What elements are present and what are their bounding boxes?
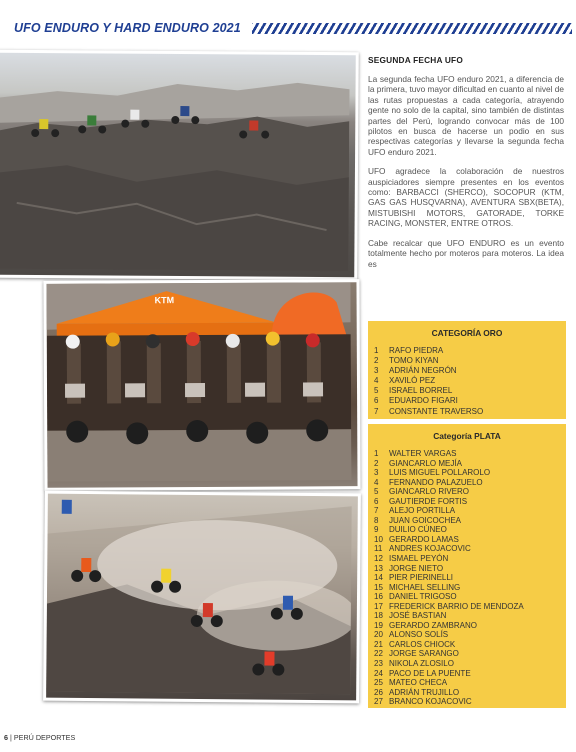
- ranking-list-item: [374, 356, 566, 366]
- ranking-position: 6: [374, 496, 379, 506]
- photo-riders-on-ridge: [0, 50, 359, 281]
- ranking-list-item: [374, 506, 566, 516]
- rider-name: ISMAEL PEYÓN: [389, 554, 449, 564]
- ranking-position: 12: [374, 554, 383, 564]
- ranking-position: 23: [374, 659, 383, 669]
- ranking-position: 9: [374, 525, 379, 535]
- ranking-position: 1: [374, 346, 379, 355]
- rider-name: FREDERICK BARRIO DE MENDOZA: [389, 601, 524, 611]
- ranking-position: 16: [374, 592, 383, 602]
- ranking-list-item: [374, 573, 566, 583]
- rider-name: LUIS MIGUEL POLLAROLO: [389, 468, 491, 478]
- ranking-position: 3: [374, 366, 379, 376]
- ranking-position: 5: [374, 386, 379, 396]
- rider-name: CARLOS CHIOCK: [389, 639, 456, 649]
- ranking-position: 25: [374, 678, 383, 688]
- ranking-position: 27: [374, 697, 383, 707]
- rider-name: RAFO PIEDRA: [389, 346, 444, 355]
- ranking-list-item: [374, 554, 566, 564]
- ranking-list-item: [374, 678, 566, 688]
- ranking-list-item: [374, 346, 566, 356]
- ranking-list-item: [374, 621, 566, 631]
- photo-start-line: [43, 279, 360, 491]
- section-title: SEGUNDA FECHA UFO: [368, 55, 463, 65]
- ranking-position: 8: [374, 515, 379, 525]
- rider-name: FERNANDO PALAZUELO: [389, 477, 483, 487]
- ranking-position: 10: [374, 534, 383, 544]
- ranking-position: 3: [374, 468, 379, 478]
- tent-brand-text: KTM: [154, 295, 175, 306]
- ranking-list-item: [374, 669, 566, 679]
- rider-name: XAVILÓ PEZ: [389, 376, 436, 386]
- ranking-position: 20: [374, 630, 383, 640]
- rider-name: DANIEL TRIGOSO: [389, 592, 457, 602]
- ranking-position: 17: [374, 601, 383, 611]
- rider-name: ADRIÁN TRUJILLO: [389, 687, 460, 697]
- ranking-position: 22: [374, 649, 383, 659]
- ranking-list-item: [374, 564, 566, 574]
- ranking-list-item: [374, 487, 566, 497]
- photo-riders-on-ridge-image: [0, 53, 356, 277]
- categoria-plata-title: Categoría PLATA: [433, 431, 501, 441]
- page-footer: [4, 733, 75, 742]
- ranking-position: 26: [374, 687, 383, 697]
- ranking-position: 11: [374, 544, 383, 554]
- categoria-plata-box: [368, 424, 566, 708]
- ranking-list-item: [374, 583, 566, 593]
- rider-name: ALEJO PORTILLA: [389, 506, 456, 516]
- categoria-oro-box: [368, 321, 566, 419]
- rider-name: CONSTANTE TRAVERSO: [389, 406, 484, 416]
- ranking-position: 19: [374, 620, 383, 630]
- categoria-oro-title: CATEGORÍA ORO: [431, 328, 503, 338]
- rider-name: ISRAEL BORREL: [389, 386, 453, 396]
- page-number: 6: [4, 733, 8, 742]
- ranking-list-item: [374, 449, 566, 459]
- ranking-list-item: [374, 525, 566, 535]
- ranking-list-item: [374, 407, 566, 417]
- rider-name: ANDRES KOJACOVIC: [389, 544, 471, 554]
- photo-start-line-image: [46, 282, 357, 488]
- ranking-position: 1: [374, 449, 379, 458]
- rider-name: DUILIO CÚNEO: [389, 525, 447, 535]
- ranking-position: 5: [374, 487, 379, 497]
- ranking-list-item: [374, 535, 566, 545]
- ranking-list-item: [374, 516, 566, 526]
- ranking-list-item: [374, 386, 566, 396]
- rider-name: MATEO CHECA: [389, 678, 448, 688]
- ranking-list-item: [374, 688, 566, 698]
- ranking-list-item: [374, 592, 566, 602]
- rider-name: BRANCO KOJACOVIC: [389, 697, 472, 707]
- rider-name: PACO DE LA PUENTE: [389, 668, 471, 678]
- categoria-plata-list: [368, 449, 566, 707]
- rider-name: JOSÉ BASTIAN: [389, 611, 447, 621]
- rider-name: JORGE SARANGO: [389, 649, 459, 659]
- article-paragraph: UFO agradece la colaboración de nuestros auspiciadores siempre presentes en los eventos como: BARBACCI (SHERCO), SOCOPUR (KTM, GAS GAS HUSQVARNA), AVENTURA SBX(BETA), MISTUBISHI MOTORS, GATORADE, TORKE RACING, MONSTER, ENTRE OTROS.: [368, 166, 564, 229]
- ranking-list-item: [374, 366, 566, 376]
- ranking-list-item: [374, 697, 566, 707]
- photo-dusty-descent-image: [46, 494, 358, 701]
- rider-name: JORGE NIETO: [389, 563, 444, 573]
- ranking-list-item: [374, 611, 566, 621]
- ranking-list-item: [374, 659, 566, 669]
- rider-name: WALTER VARGAS: [389, 449, 457, 458]
- rider-name: PIER PIERINELLI: [389, 573, 454, 583]
- page-header-title: UFO ENDURO Y HARD ENDURO 2021: [14, 21, 241, 35]
- article-paragraph: La segunda fecha UFO enduro 2021, a diferencia de la primera, tuvo mayor dificultad en cuanto al nivel de las rutas propuestas a cada categoría, atrayendo gente no solo de la capital, sino también de distintas partes del Perú, logrando convocar más de 100 pilotos en busca de hacerse un podio en sus respectivas categorías y llevarse la segunda fecha UFO enduro 2021.: [368, 74, 565, 157]
- categoria-oro-list: [368, 346, 566, 417]
- ranking-list-item: [374, 544, 566, 554]
- page-header: [0, 20, 576, 38]
- rider-name: GIANCARLO MEJÍA: [389, 458, 462, 468]
- ranking-position: 18: [374, 611, 383, 621]
- header-stripe-decoration: [252, 23, 572, 34]
- ranking-list-item: [374, 459, 566, 469]
- rider-name: ADRIÁN NEGRÓN: [389, 366, 457, 376]
- ranking-position: 2: [374, 458, 379, 468]
- rider-name: GAUTIERDE FORTIS: [389, 496, 468, 506]
- article-column: [368, 55, 564, 269]
- dusty-descent-scene-illustration: [46, 494, 352, 695]
- ranking-position: 24: [374, 668, 383, 678]
- ranking-list-item: [374, 376, 566, 386]
- rider-name: JUAN GOICOCHEA: [389, 515, 462, 525]
- ranking-position: 7: [374, 406, 379, 416]
- ranking-list-item: [374, 602, 566, 612]
- start-line-scene-illustration: [46, 282, 351, 482]
- ranking-position: 7: [374, 506, 379, 516]
- ranking-position: 6: [374, 396, 379, 406]
- ranking-list-item: [374, 478, 566, 488]
- rider-name: EDUARDO FIGARI: [389, 396, 458, 406]
- footer-separator: |: [8, 733, 14, 742]
- rider-name: NIKOLA ZLOSILO: [389, 659, 454, 669]
- rider-name: GIANCARLO RIVERO: [389, 487, 470, 497]
- ranking-position: 21: [374, 639, 383, 649]
- photo-dusty-descent: [43, 491, 361, 704]
- ranking-position: 4: [374, 376, 379, 386]
- rider-name: ALONSO SOLÍS: [389, 630, 449, 640]
- rider-name: MICHAEL SELLING: [389, 582, 461, 592]
- rider-name: GERARDO LAMAS: [389, 534, 459, 544]
- ranking-position: 14: [374, 573, 383, 583]
- ranking-list-item: [374, 640, 566, 650]
- ranking-position: 15: [374, 582, 383, 592]
- ranking-list-item: [374, 497, 566, 507]
- ranking-position: 2: [374, 356, 379, 366]
- publication-name: PERÚ DEPORTES: [13, 733, 76, 742]
- article-paragraph: Cabe recalcar que UFO ENDURO es un evento totalmente hecho por moteros para moteros. La idea es: [368, 237, 564, 269]
- ridge-scene-illustration: [0, 53, 350, 271]
- ranking-position: 4: [374, 477, 379, 487]
- ranking-position: 13: [374, 563, 383, 573]
- ranking-list-item: [374, 468, 566, 478]
- rider-name: TOMO KIYAN: [389, 356, 439, 366]
- rider-name: GERARDO ZAMBRANO: [389, 620, 478, 630]
- ranking-list-item: [374, 630, 566, 640]
- ranking-list-item: [374, 396, 566, 406]
- ranking-list-item: [374, 649, 566, 659]
